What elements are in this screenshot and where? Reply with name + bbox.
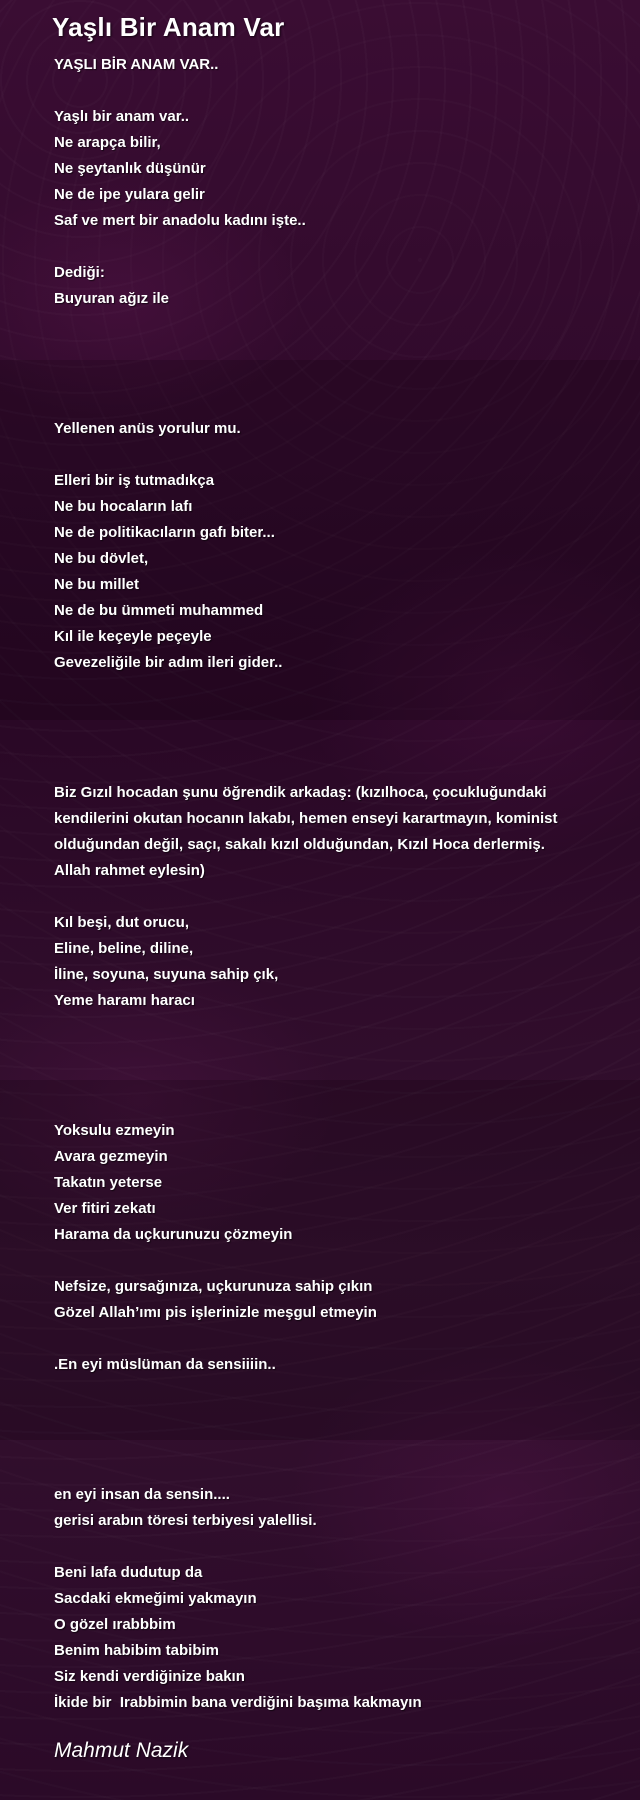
poem-line: Yeme haramı haracı: [54, 992, 195, 1009]
poem-title: Yaşlı Bir Anam Var: [52, 12, 285, 42]
poem-line: Ver fitiri zekatı: [54, 1200, 156, 1217]
poem-line: Kıl beşi, dut orucu,: [54, 914, 190, 931]
poem-line: [54, 338, 614, 364]
poem-line: [54, 676, 614, 702]
poem-line: Nefsize, gursağınıza, uçkurunuza sahip çıkın: [54, 1278, 373, 1295]
poem-line: Saf ve mert bir anadolu kadını işte..: [54, 212, 306, 229]
poem-line: [54, 1326, 614, 1352]
poem-line: Ne bu dövlet,: [54, 550, 149, 567]
poem-line: Gözel Allah’ımı pis işlerinizle meşgul etmeyin: [54, 1304, 377, 1321]
poem-line: Takatın yeterse: [54, 1174, 163, 1191]
poem-line: Eline, beline, diline,: [54, 940, 194, 957]
poem-line: Harama da uçkurunuzu çözmeyin: [54, 1226, 293, 1243]
poem-line: [54, 1040, 614, 1066]
poem-line: [54, 728, 614, 754]
poem-line: [54, 312, 614, 338]
poem-line: Ne bu millet: [54, 576, 140, 593]
poem-line: Elleri bir iş tutmadıkça: [54, 472, 215, 489]
poem-line: Ne de ipe yulara gelir: [54, 186, 205, 203]
poem-line: Buyuran ağız ile: [54, 290, 170, 307]
poem-line: O gözel ırabbbim: [54, 1616, 176, 1633]
poem-line: Allah rahmet eylesin): [54, 862, 205, 879]
poem-line: [54, 1248, 614, 1274]
poem-line: [54, 754, 614, 780]
poem-line: [54, 1378, 614, 1404]
poem-line: İline, soyuna, suyuna sahip çık,: [54, 966, 279, 983]
poem-body: [54, 52, 614, 1716]
poem-line: [54, 1014, 614, 1040]
poem-line: Kıl ile keçeyle peçeyle: [54, 628, 212, 645]
poem-line: [54, 1456, 614, 1482]
poem-line: [54, 390, 614, 416]
poem-line: Ne bu hocaların lafı: [54, 498, 193, 515]
poem-line: [54, 1534, 614, 1560]
poem-line: [54, 364, 614, 390]
poem-line: Sacdaki ekmeğimi yakmayın: [54, 1590, 257, 1607]
poem-line: Ne şeytanlık düşünür: [54, 160, 206, 177]
poem-author: Mahmut Nazik: [54, 1739, 189, 1762]
poem-line: Avara gezmeyin: [54, 1148, 168, 1165]
poem-line: gerisi arabın töresi terbiyesi yalellisi.: [54, 1512, 317, 1529]
poem-line: Yellenen anüs yorulur mu.: [54, 420, 241, 437]
poem-line: Dediği:: [54, 264, 105, 281]
poem-line: [54, 78, 614, 104]
poem-line: [54, 442, 614, 468]
poem-line: Ne arapça bilir,: [54, 134, 161, 151]
poem-line: YAŞLI BİR ANAM VAR..: [54, 56, 219, 73]
poem-line: [54, 1066, 614, 1092]
poem-line: [54, 1430, 614, 1456]
poem-line: Benim habibim tabibim: [54, 1642, 220, 1659]
poem-line: [54, 702, 614, 728]
poem-line: Biz Gızıl hocadan şunu öğrendik arkadaş: (kızılhoca, çocukluğundaki: [54, 784, 547, 801]
poem-line: [54, 234, 614, 260]
poem-line: olduğundan değil, saçı, sakalı kızıl olduğundan, Kızıl Hoca derlermiş.: [54, 836, 545, 853]
poem-line: Ne de bu ümmeti muhammed: [54, 602, 264, 619]
poem-line: Beni lafa dudutup da: [54, 1564, 203, 1581]
poem-line: Gevezeliğile bir adım ileri gider..: [54, 654, 283, 671]
poem-line: [54, 1092, 614, 1118]
poem-line: kendilerini okutan hocanın lakabı, hemen enseyi karartmayın, kominist: [54, 810, 558, 827]
poem-line: [54, 1404, 614, 1430]
poem-line: en eyi insan da sensin....: [54, 1486, 230, 1503]
poem-line: .En eyi müslüman da sensiiiin..: [54, 1356, 276, 1373]
poem-line: Yoksulu ezmeyin: [54, 1122, 175, 1139]
poem-line: Yaşlı bir anam var..: [54, 108, 190, 125]
poem-line: İkide bir Irabbimin bana verdiğini başıma kakmayın: [54, 1694, 422, 1711]
poem-line: Siz kendi verdiğinize bakın: [54, 1668, 245, 1685]
poem-line: [54, 884, 614, 910]
poem-line: Ne de politikacıların gafı biter...: [54, 524, 275, 541]
